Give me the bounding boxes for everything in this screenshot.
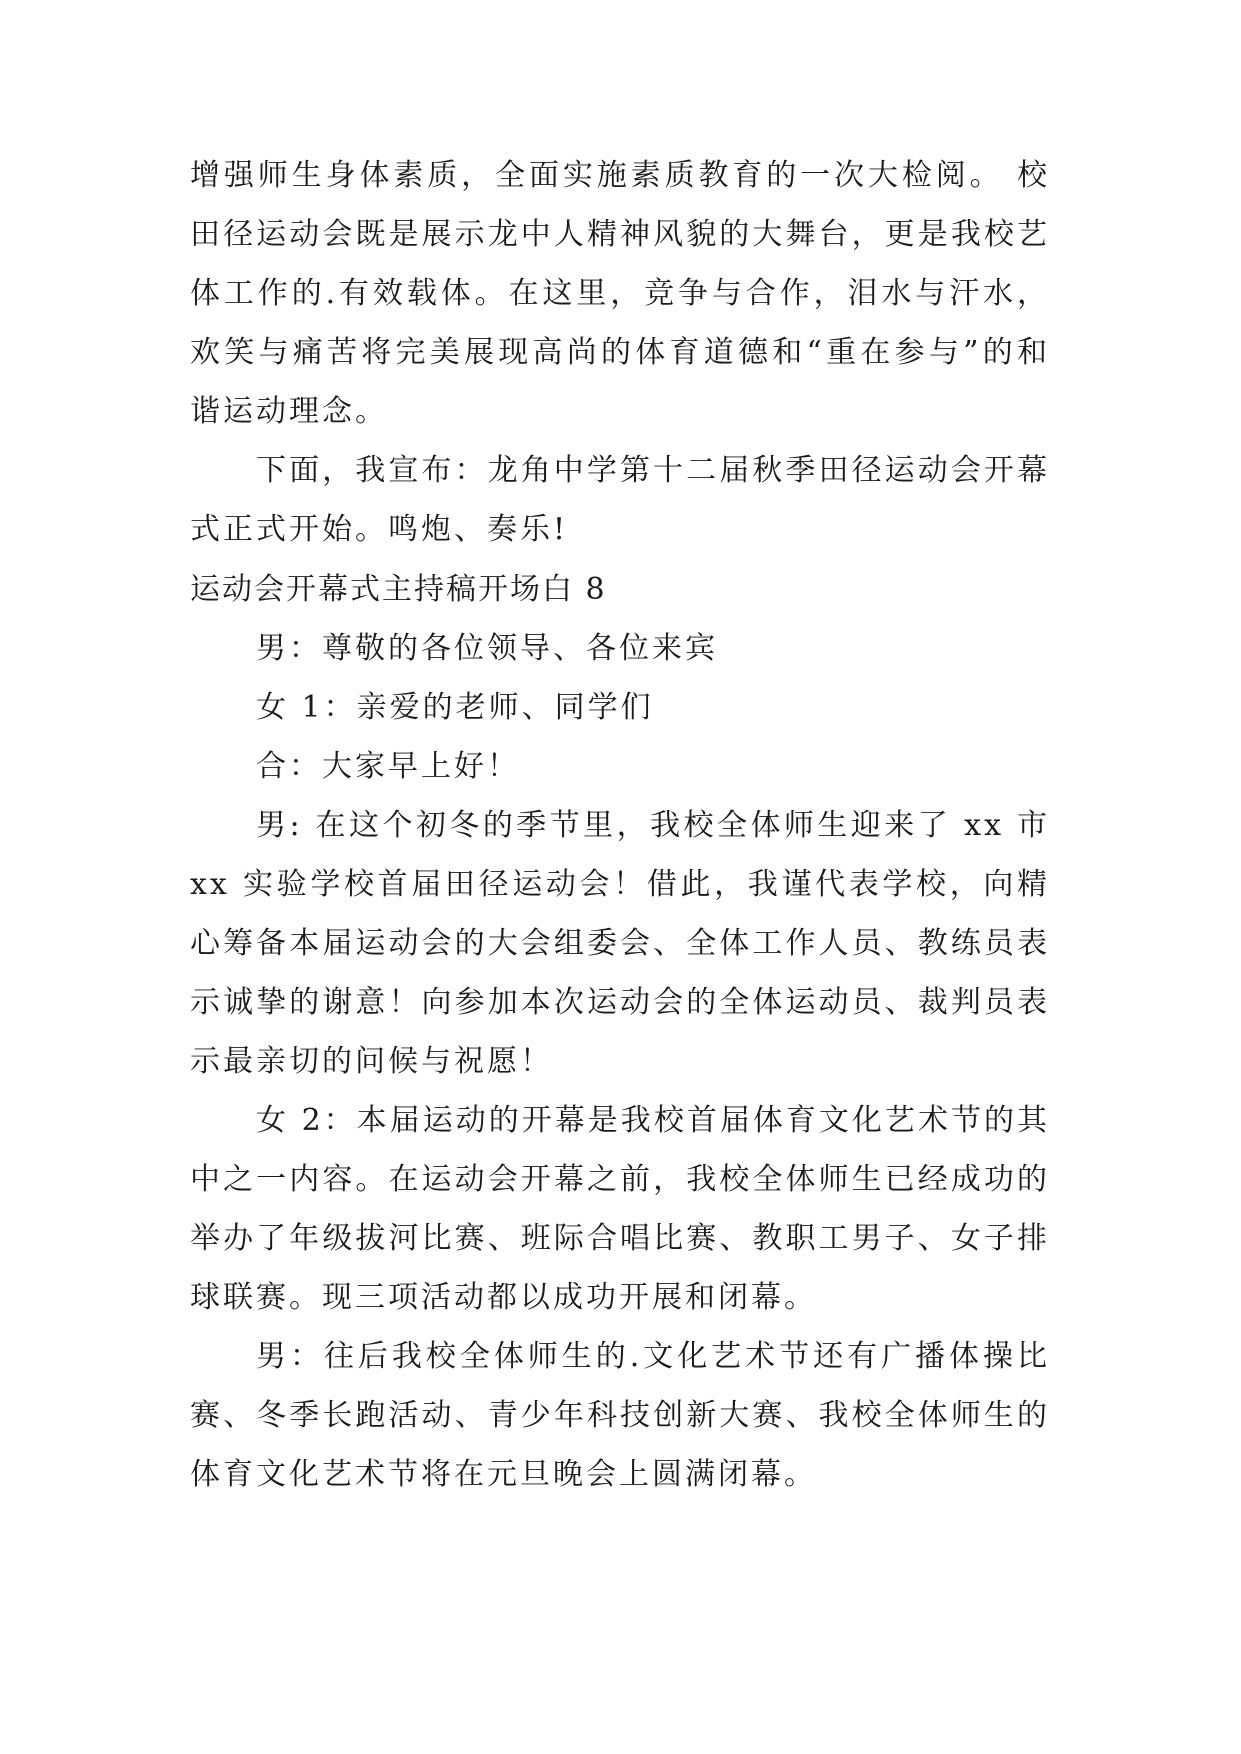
section-2 [190, 560, 1050, 1504]
paragraph-male-welcome: 男: 在这个初冬的季节里，我校全体师生迎来了 xx 市 xx 实验学校首届田径运动会！借此，我谨代表学校，向精心筹备本届运动会的大会组委会、全体工作人员、教练员表示诚挚的谢意！向参加本次运动会的全体运动员、裁判员表示最亲切的问候与祝愿！ [190, 808, 1050, 1079]
line-male-greeting: 男：尊敬的各位领导、各位来宾 [256, 631, 718, 666]
line-together-greeting: 合：大家早上好！ [256, 749, 520, 784]
section-title: 运动会开幕式主持稿开场白 8 [190, 572, 607, 607]
paragraph-sports-meet-purpose: 增强师生身体素质，全面实施素质教育的一次大检阅。 校田径运动会既是展示龙中人精神风貌的大舞台，更是我校艺体工作的.有效载体。在这里，竞争与合作，泪水与汗水，欢笑与痛苦将完美展现高尚的体育道德和“重在参与”的和谐运动理念。 [190, 158, 1050, 429]
paragraph-female2-festival: 女 2：本届运动的开幕是我校首届体育文化艺术节的其中之一内容。在运动会开幕之前，我校全体师生已经成功的举办了年级拔河比赛、班际合唱比赛、教职工男子、女子排球联赛。现三项活动都以成功开展和闭幕。 [190, 1103, 1050, 1315]
line-female1-greeting: 女 1：亲爱的老师、同学们 [256, 690, 654, 725]
paragraph-opening-declaration: 下面，我宣布：龙角中学第十二届秋季田径运动会开幕式正式开始。鸣炮、奏乐! [190, 453, 1050, 547]
section-1 [190, 146, 1050, 559]
paragraph-male-upcoming-events: 男：往后我校全体师生的.文化艺术节还有广播体操比赛、冬季长跑活动、青少年科技创新大赛、我校全体师生的体育文化艺术节将在元旦晚会上圆满闭幕。 [190, 1339, 1050, 1492]
